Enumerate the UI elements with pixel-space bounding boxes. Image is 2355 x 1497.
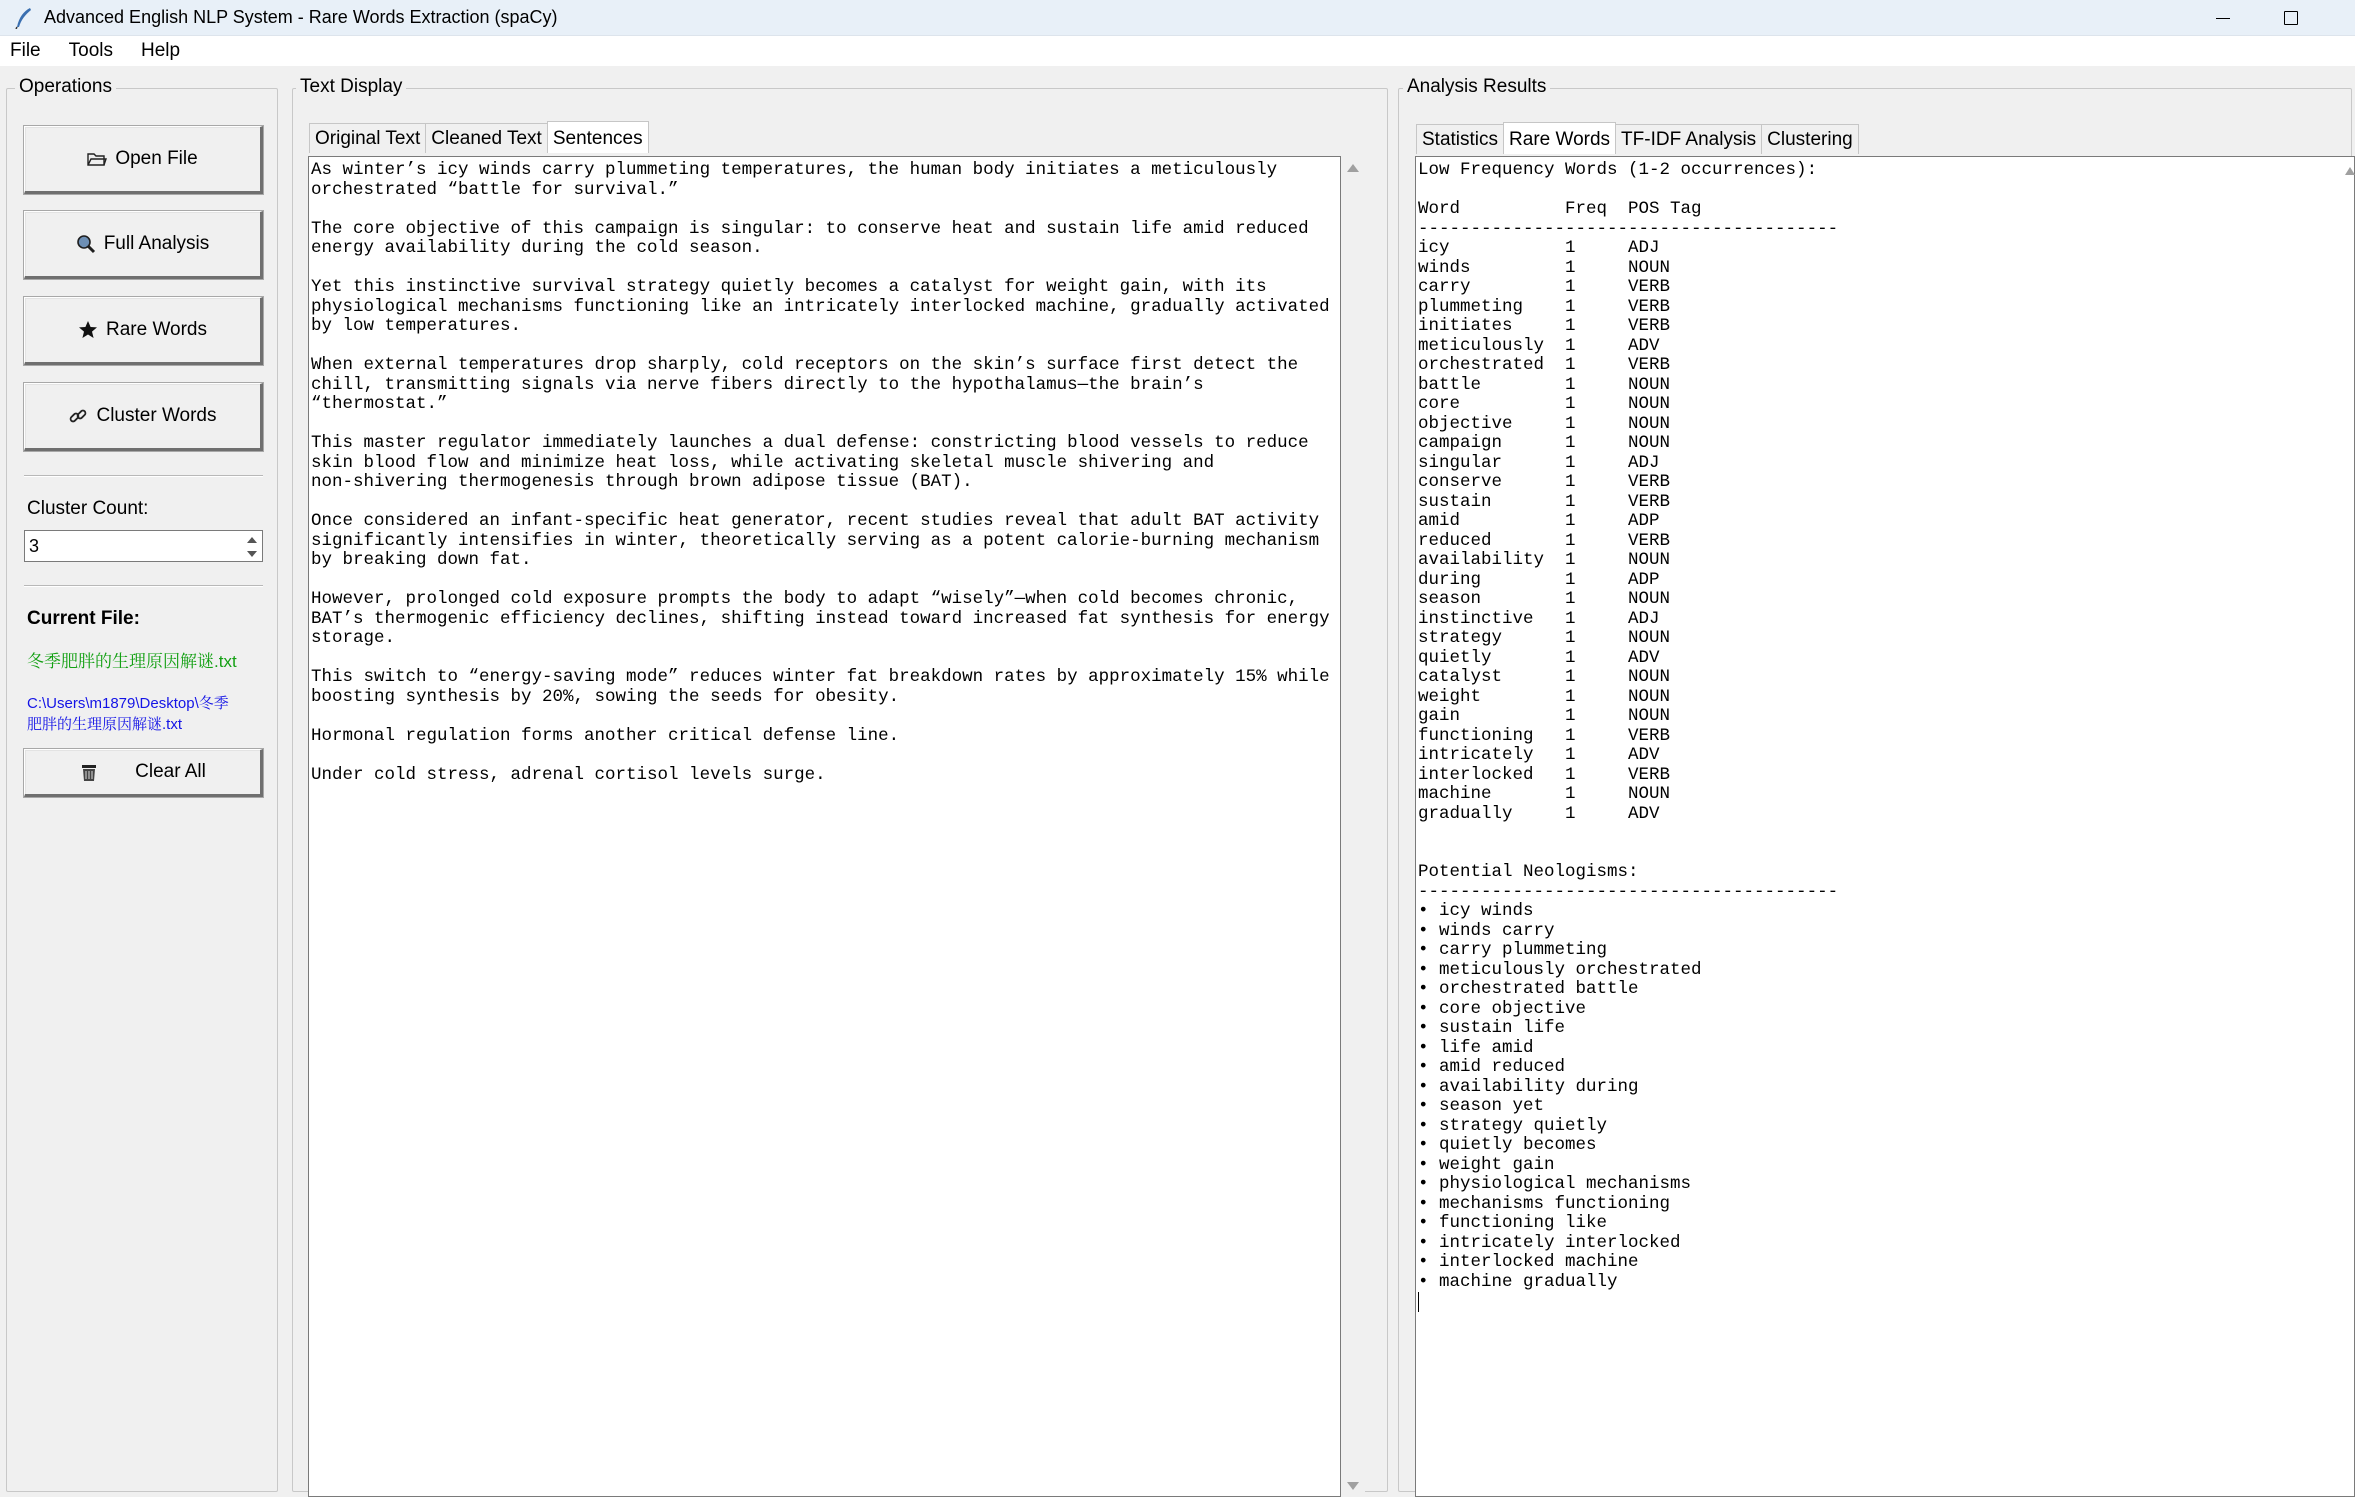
table-row (1418, 649, 2352, 669)
word-cell: reduced (1418, 530, 1492, 551)
freq-cell: 1 (1565, 628, 1576, 648)
freq-cell: 1 (1565, 706, 1576, 726)
sentence-line: orchestrated “battle for survival.” (311, 179, 679, 200)
blank-line (311, 493, 1338, 513)
pos-cell: NOUN (1628, 433, 1671, 453)
word-cell: functioning (1418, 725, 1534, 746)
spin-down-arrow[interactable] (244, 547, 260, 560)
sentence-line: BAT’s thermogenic efficiency declines, shifting instead toward increased fat synthesis for energy (311, 608, 1330, 629)
scroll-up-arrow[interactable] (2345, 162, 2355, 180)
sentence-line: by low temperatures. (311, 316, 522, 336)
sentence-line: storage. (311, 628, 396, 648)
word-cell: instinctive (1418, 608, 1534, 629)
table-row (1418, 610, 2352, 630)
word-cell: gradually (1418, 803, 1513, 824)
freq-cell: 1 (1565, 764, 1576, 785)
blank-line (311, 415, 1338, 435)
search-icon (76, 234, 96, 254)
list-item: • carry plummeting (1418, 940, 1608, 960)
sentence-line: The core objective of this campaign is singular: to conserve heat and sustain life amid reduced (311, 218, 1309, 239)
freq-cell: 1 (1565, 491, 1576, 512)
table-row (1418, 317, 2352, 337)
word-cell: conserve (1418, 472, 1503, 492)
table-row (1418, 727, 2352, 747)
freq-cell: Freq (1565, 199, 1608, 219)
table-row (1418, 805, 2352, 825)
word-cell: meticulously (1418, 335, 1545, 356)
table-row (1418, 668, 2352, 688)
pos-cell: VERB (1628, 530, 1671, 551)
table-row (1418, 376, 2352, 396)
freq-cell: 1 (1565, 784, 1576, 804)
tab-statistics[interactable]: Statistics (1416, 124, 1504, 154)
pos-cell: VERB (1628, 472, 1671, 492)
freq-cell: 1 (1565, 394, 1576, 414)
table-row (1418, 766, 2352, 786)
table-row (1418, 707, 2352, 727)
freq-cell: 1 (1565, 472, 1576, 492)
pos-cell: NOUN (1628, 413, 1671, 434)
pos-cell: NOUN (1628, 667, 1671, 687)
sentence-line: When external temperatures drop sharply, cold receptors on the skin’s surface first detect the (311, 355, 1299, 375)
sentences-scrollbar[interactable] (1341, 156, 1365, 1497)
sentence-line: However, prolonged cold exposure prompts the body to adapt “wisely”—when cold becomes chronic, (311, 589, 1299, 609)
pos-cell: ADJ (1628, 452, 1660, 473)
pos-cell: NOUN (1628, 374, 1671, 395)
table-row (1418, 590, 2352, 610)
analysis-text-area[interactable] (1415, 156, 2355, 1497)
list-item: • weight gain (1418, 1154, 1555, 1175)
pos-cell: VERB (1628, 316, 1671, 336)
freq-cell: 1 (1565, 589, 1576, 609)
tab-cleaned-text[interactable]: Cleaned Text (425, 123, 548, 153)
menu-bar (0, 36, 2355, 66)
word-cell: amid (1418, 511, 1461, 531)
word-cell: campaign (1418, 433, 1503, 453)
pos-cell: POS Tag (1628, 199, 1702, 219)
sentence-line: significantly intensifies in winter, theoretically serving as a potent calorie-burning mechanism (311, 530, 1320, 551)
table-row (1418, 512, 2352, 532)
feather-icon (12, 6, 36, 30)
list-item: • intricately interlocked (1418, 1232, 1681, 1253)
pos-cell: NOUN (1628, 257, 1671, 278)
pos-cell: ADV (1628, 335, 1660, 356)
sentence-line: Yet this instinctive survival strategy quietly becomes a catalyst for weight gain, with its (311, 277, 1267, 297)
sentence-line: Once considered an infant-specific heat generator, recent studies reveal that adult BAT activity (311, 511, 1320, 531)
freq-cell: 1 (1565, 511, 1576, 531)
table-row (1418, 473, 2352, 493)
clear-all-label: Clear All (135, 761, 206, 782)
list-item: • orchestrated battle (1418, 979, 1639, 999)
list-item: • season yet (1418, 1096, 1545, 1116)
sentence-line: As winter’s icy winds carry plummeting temperatures, the human body initiates a meticulously (311, 160, 1278, 180)
word-cell: machine (1418, 784, 1492, 804)
neologisms-heading: Potential Neologisms: (1418, 862, 1639, 882)
freq-cell: 1 (1565, 257, 1576, 278)
title-bar (0, 0, 2355, 36)
word-cell: during (1418, 569, 1482, 590)
freq-cell: 1 (1565, 316, 1576, 336)
table-row (1418, 395, 2352, 415)
word-cell: strategy (1418, 628, 1503, 648)
sentence-line: skin blood flow and minimize heat loss, while activating skeletal muscle shivering and (311, 452, 1215, 473)
separator (24, 475, 263, 477)
pos-cell: NOUN (1628, 706, 1671, 726)
text-cursor (1418, 1292, 1419, 1312)
full-analysis-label: Full Analysis (103, 233, 210, 254)
open-file-label: Open File (115, 148, 198, 169)
freq-cell: 1 (1565, 277, 1576, 297)
blank-line (1418, 844, 2352, 864)
spin-up-arrow[interactable] (244, 533, 260, 546)
word-cell: catalyst (1418, 667, 1503, 687)
text-display-title: Text Display (296, 76, 406, 98)
word-cell: carry (1418, 277, 1471, 297)
open-file-button[interactable] (24, 126, 263, 194)
tab-sentences[interactable]: Sentences (547, 121, 649, 153)
current-file-path-line1: C:\Users\m1879\Desktop\冬季 (27, 695, 229, 712)
blank-line (311, 200, 1338, 220)
trash-icon (79, 762, 99, 782)
sentence-line: Under cold stress, adrenal cortisol levels surge. (311, 764, 826, 785)
list-item: • availability during (1418, 1076, 1639, 1097)
scroll-down-arrow[interactable] (1341, 1476, 1365, 1496)
table-row (1418, 415, 2352, 435)
menu-file[interactable]: File (10, 40, 41, 61)
freq-cell: 1 (1565, 296, 1576, 317)
scroll-up-arrow[interactable] (1341, 158, 1365, 178)
divider-line: ---------------------------------------- (1418, 881, 1839, 902)
tab-tfidf-analysis[interactable]: TF-IDF Analysis (1615, 124, 1762, 154)
current-file-path-line2: 肥胖的生理原因解谜.txt (27, 716, 183, 733)
pos-cell: ADP (1628, 569, 1660, 590)
table-row (1418, 337, 2352, 357)
pos-cell: VERB (1628, 296, 1671, 317)
minimize-icon (2216, 18, 2230, 19)
clear-all-button[interactable] (24, 749, 263, 797)
tab-clustering[interactable]: Clustering (1761, 124, 1859, 154)
analysis-results-title: Analysis Results (1403, 76, 1550, 98)
list-item: • amid reduced (1418, 1057, 1566, 1077)
freq-cell: 1 (1565, 686, 1576, 707)
table-row (1418, 434, 2352, 454)
word-cell: availability (1418, 550, 1545, 570)
table-row (1418, 629, 2352, 649)
word-cell: Word (1418, 199, 1461, 219)
pos-cell: ADJ (1628, 608, 1660, 629)
operations-title: Operations (15, 76, 116, 98)
text-display-tabs (309, 121, 648, 153)
blank-line (311, 707, 1338, 727)
word-cell: gain (1418, 706, 1461, 726)
pos-cell: ADJ (1628, 238, 1660, 258)
pos-cell: VERB (1628, 355, 1671, 375)
sentence-line: boosting synthesis by 20%, sowing the seeds for obesity. (311, 686, 900, 707)
pos-cell: NOUN (1628, 589, 1671, 609)
freq-cell: 1 (1565, 452, 1576, 473)
divider-line: ---------------------------------------- (1418, 218, 1839, 239)
sentence-line: Hormonal regulation forms another critical defense line. (311, 725, 900, 746)
list-item: • core objective (1418, 998, 1587, 1019)
cluster-count-spinbox[interactable] (24, 530, 263, 562)
analysis-tabs (1416, 121, 1858, 154)
pos-cell: ADV (1628, 745, 1660, 765)
cluster-count-value: 3 (29, 536, 40, 556)
list-item: • machine gradually (1418, 1271, 1618, 1292)
sentence-line: chill, transmitting signals via nerve fibers directly to the hypothalamus—the brain’s (311, 374, 1204, 395)
list-item: • functioning like (1418, 1213, 1608, 1233)
word-cell: weight (1418, 686, 1482, 707)
full-analysis-button[interactable] (24, 211, 263, 279)
list-item: • strategy quietly (1418, 1115, 1608, 1136)
list-item: • winds carry (1418, 920, 1555, 941)
sentence-line: by breaking down fat. (311, 550, 532, 570)
word-cell: battle (1418, 374, 1482, 395)
table-row (1418, 493, 2352, 513)
list-item: • quietly becomes (1418, 1135, 1597, 1155)
sentence-line: “thermostat.” (311, 394, 448, 414)
table-row (1418, 239, 2352, 259)
pos-cell: NOUN (1628, 628, 1671, 648)
table-row (1418, 356, 2352, 376)
pos-cell: NOUN (1628, 784, 1671, 804)
freq-cell: 1 (1565, 550, 1576, 570)
rare-words-button[interactable] (24, 297, 263, 365)
table-header (1418, 200, 2352, 220)
word-cell: plummeting (1418, 296, 1524, 317)
list-item: • life amid (1418, 1037, 1534, 1058)
freq-cell: 1 (1565, 725, 1576, 746)
minimize-button[interactable] (2190, 0, 2256, 36)
pos-cell: ADV (1628, 647, 1660, 668)
freq-cell: 1 (1565, 335, 1576, 356)
table-row (1418, 571, 2352, 591)
sentence-line: non-shivering thermogenesis through brown adipose tissue (BAT). (311, 472, 973, 492)
pos-cell: NOUN (1628, 394, 1671, 414)
word-cell: quietly (1418, 647, 1492, 668)
table-row (1418, 746, 2352, 766)
freq-cell: 1 (1565, 374, 1576, 395)
list-item: • sustain life (1418, 1018, 1566, 1038)
tab-rare-words[interactable]: Rare Words (1503, 122, 1616, 154)
sentence-line: This master regulator immediately launches a dual defense: constricting blood vessels to reduce (311, 433, 1309, 453)
word-cell: orchestrated (1418, 355, 1545, 375)
blank-line (311, 571, 1338, 591)
sentence-line: energy availability during the cold season. (311, 238, 763, 258)
table-row (1418, 688, 2352, 708)
freq-cell: 1 (1565, 647, 1576, 668)
word-cell: intricately (1418, 745, 1534, 765)
table-row (1418, 532, 2352, 552)
pos-cell: VERB (1628, 491, 1671, 512)
word-cell: icy (1418, 238, 1450, 258)
link-icon (68, 406, 88, 426)
maximize-icon (2284, 11, 2298, 25)
table-row (1418, 298, 2352, 318)
word-cell: season (1418, 589, 1482, 609)
blank-line (311, 259, 1338, 279)
rare-words-heading: Low Frequency Words (1-2 occurrences): (1418, 160, 1818, 180)
cluster-count-label: Cluster Count: (27, 498, 149, 519)
table-row (1418, 551, 2352, 571)
sentence-line: physiological mechanisms functioning like an intricately interlocked machine, gradually activated (311, 296, 1330, 317)
menu-tools[interactable]: Tools (68, 40, 113, 61)
maximize-button[interactable] (2258, 0, 2324, 36)
menu-help[interactable]: Help (140, 40, 181, 61)
blank-line (311, 337, 1338, 357)
freq-cell: 1 (1565, 608, 1576, 629)
separator (24, 585, 263, 587)
freq-cell: 1 (1565, 667, 1576, 687)
word-cell: initiates (1418, 316, 1513, 336)
freq-cell: 1 (1565, 433, 1576, 453)
freq-cell: 1 (1565, 530, 1576, 551)
list-item: • icy winds (1418, 901, 1534, 921)
freq-cell: 1 (1565, 745, 1576, 765)
window-title: Advanced English NLP System - Rare Words Extraction (spaCy) (44, 7, 558, 27)
pos-cell: ADV (1628, 803, 1660, 824)
sentence-line: This switch to “energy-saving mode” reduces winter fat breakdown rates by approximately 15% while (311, 667, 1330, 687)
word-cell: sustain (1418, 491, 1492, 512)
table-row (1418, 278, 2352, 298)
blank-line (1418, 824, 2352, 844)
blank-line (1418, 181, 2352, 201)
pos-cell: VERB (1628, 764, 1671, 785)
pos-cell: ADP (1628, 511, 1660, 531)
freq-cell: 1 (1565, 238, 1576, 258)
blank-line (311, 746, 1338, 766)
rare-words-label: Rare Words (105, 319, 207, 340)
freq-cell: 1 (1565, 413, 1576, 434)
freq-cell: 1 (1565, 803, 1576, 824)
list-item: • physiological mechanisms (1418, 1174, 1692, 1194)
list-item: • interlocked machine (1418, 1252, 1639, 1272)
star-icon (78, 320, 98, 340)
folder-icon (87, 151, 107, 167)
pos-cell: NOUN (1628, 686, 1671, 707)
pos-cell: VERB (1628, 725, 1671, 746)
current-file-label: Current File: (27, 608, 140, 629)
word-cell: singular (1418, 452, 1503, 473)
list-item: • meticulously orchestrated (1418, 959, 1702, 980)
current-file-name: 冬季肥胖的生理原因解谜.txt (27, 652, 237, 671)
word-cell: objective (1418, 413, 1513, 434)
word-cell: interlocked (1418, 764, 1534, 785)
blank-line (311, 649, 1338, 669)
cluster-words-label: Cluster Words (96, 405, 217, 426)
table-row (1418, 259, 2352, 279)
pos-cell: NOUN (1628, 550, 1671, 570)
table-row (1418, 454, 2352, 474)
table-row (1418, 785, 2352, 805)
freq-cell: 1 (1565, 569, 1576, 590)
list-item: • mechanisms functioning (1418, 1193, 1671, 1214)
pos-cell: VERB (1628, 277, 1671, 297)
cluster-words-button[interactable] (24, 383, 263, 451)
freq-cell: 1 (1565, 355, 1576, 375)
tab-original-text[interactable]: Original Text (309, 123, 426, 153)
sentences-text-area[interactable] (308, 156, 1341, 1497)
word-cell: winds (1418, 257, 1471, 278)
word-cell: core (1418, 394, 1461, 414)
